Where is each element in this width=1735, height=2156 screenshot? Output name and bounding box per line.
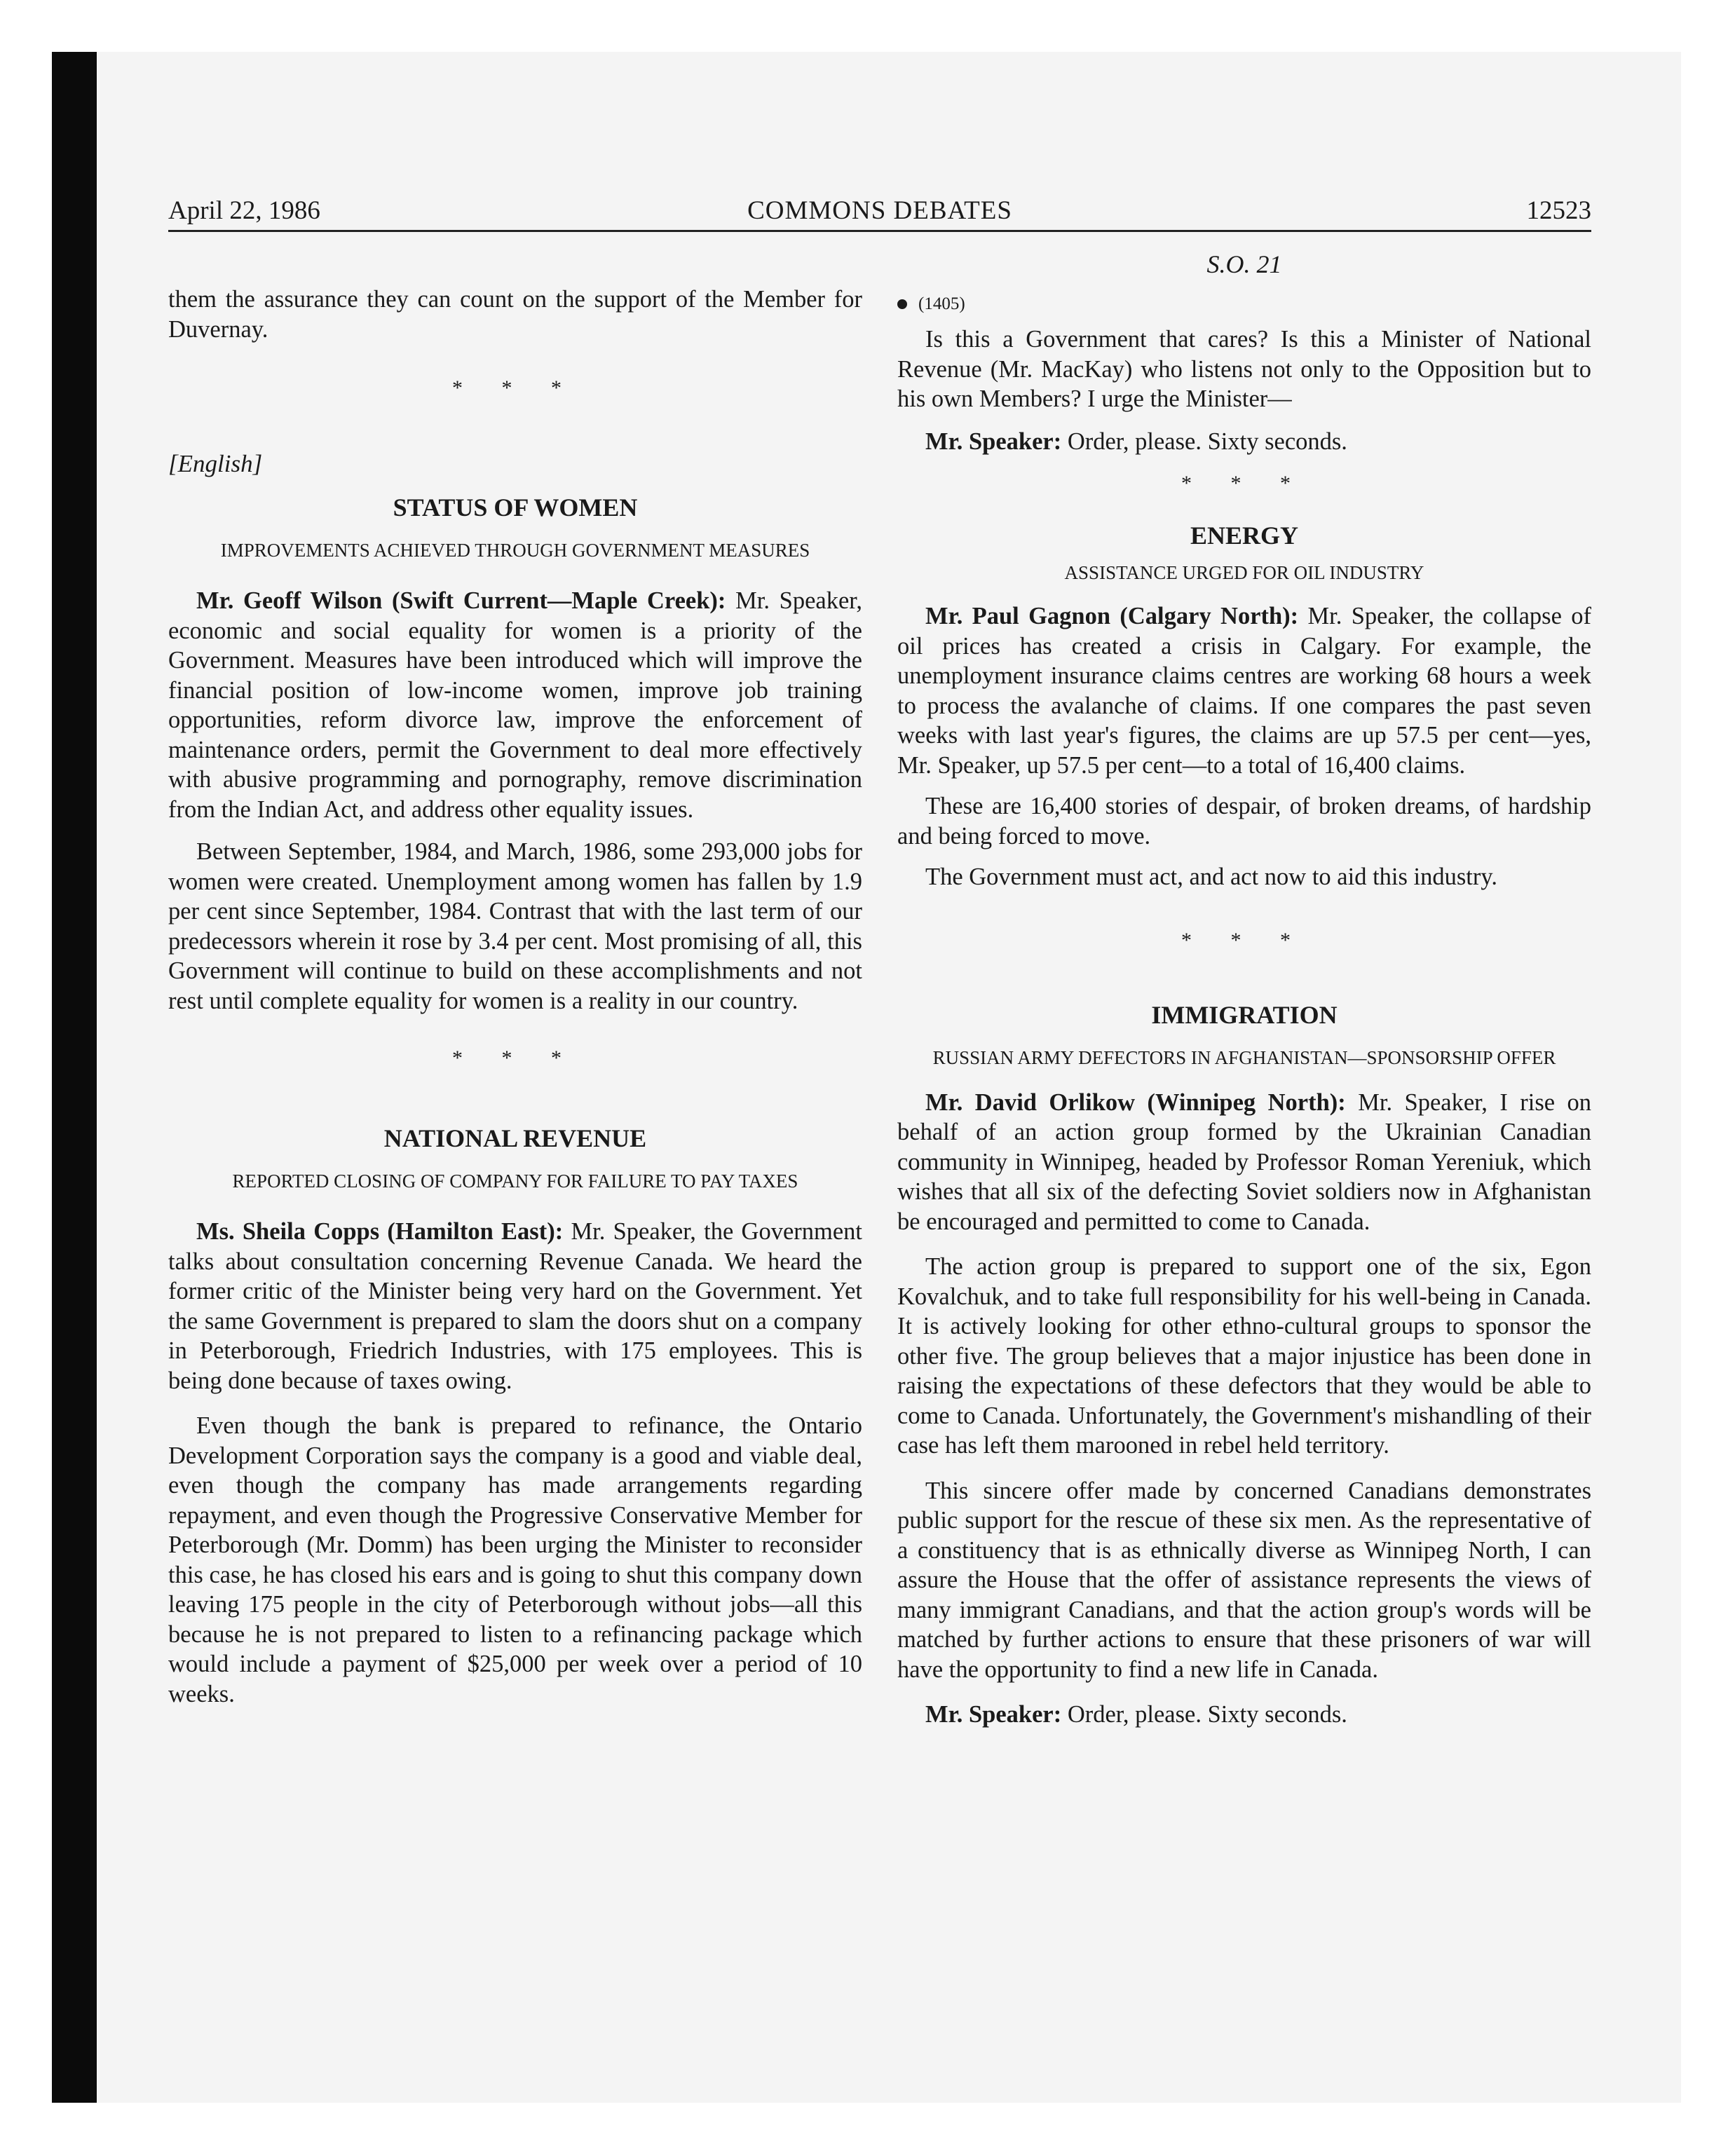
speaker-name: Mr. David Orlikow (Winnipeg North): (925, 1089, 1346, 1116)
statement-paragraph: The Government must act, and act now to aid this industry. (925, 864, 1498, 891)
scan-edge-shadow (52, 52, 97, 2103)
speaker-interjection (897, 427, 1591, 457)
language-note: [English] (168, 450, 263, 477)
speaker-name: Mr. Speaker: (925, 1701, 1062, 1728)
section-subheading: RUSSIAN ARMY DEFECTORS IN AFGHANISTAN—SPONSORSHIP OFFER (932, 1046, 1556, 1068)
section-heading-immigration: IMMIGRATION (1151, 1000, 1338, 1029)
section-heading-national-revenue: NATIONAL REVENUE (383, 1124, 647, 1152)
statement-paragraph: Even though the bank is prepared to refinance, the Ontario Development Corporation says the company is a good and viable deal, even though the company has made arrangements regarding repayment, and even though the Progressive Conservative Member for Peterborough (Mr. Domm) has been urging the Minister to reconsider this case, he has closed his ears and is going to shut this company down leaving 175 people in the city of Peterborough without jobs—all this because he is not prepared to listen to a refinancing package which would include a payment of $25,000 per week over a period of 10 weeks. (168, 1412, 862, 1707)
speaker-interjection (897, 1700, 1591, 1730)
interjection-text: Order, please. Sixty seconds. (1061, 1701, 1347, 1728)
publication-title: COMMONS DEBATES (747, 196, 1012, 225)
statement-paragraph: This sincere offer made by concerned Canadians demonstrates public support for the rescue of these six men. As the representative of a constituency that is as ethnically diverse as Winnipeg North, I can assure the House that the offer of assistance represents the views of many immigrant Canadians, and that the action group's words will be matched by further actions to ensure that these prisoners of war will have the opportunity to find a new life in Canada. (897, 1477, 1591, 1683)
statement-paragraph: The action group is prepared to support one of the six, Egon Kovalchuk, and to take full responsibility for his well-being in Canada. It is actively looking for other ethno-cultural groups to sponsor the other five. The group believes that a major injustice has been done in raising the expectations of these defectors that they would be able to come to Canada. Unfortunately, the Government's mishandling of their case has left them marooned in rebel held territory. (897, 1253, 1591, 1459)
section-separator: * * * (1181, 472, 1307, 496)
standing-order-label: S.O. 21 (1206, 250, 1282, 278)
speaker-name: Mr. Paul Gagnon (Calgary North): (925, 603, 1299, 630)
section-subheading: REPORTED CLOSING OF COMPANY FOR FAILURE TO PAY TAXES (232, 1171, 798, 1192)
speaker-name: Mr. Speaker: (925, 428, 1062, 455)
section-heading-energy: ENERGY (1190, 521, 1299, 550)
section-subheading: ASSISTANCE URGED FOR OIL INDUSTRY (1064, 562, 1424, 584)
statement-text: Mr. Speaker, the collapse of oil prices has created a crisis in Calgary. For example, the unemployment insurance claims centres are working 68 hours a week to process the avalanche of claims. If one compares the past seven weeks with last year's figures, the claims are up 57.5 per cent—yes, Mr. Speaker, up 57.5 per cent—to a total of 16,400 claims. (897, 603, 1591, 779)
section-separator: * * * (452, 376, 578, 400)
continuation-text: them the assurance they can count on the support of the Member for Duvernay. (168, 286, 862, 343)
document-page (168, 191, 1592, 1728)
statement-paragraph (897, 601, 1591, 780)
statement-text: Mr. Speaker, economic and social equality for women is a priority of the Government. Measures have been introduced which will improve the financial position of low-income women, improve job training opportunities, reform divorce law, improve the enforcement of maintenance orders, permit the Government to deal more effectively with abusive programming and pornography, remove discrimination from the Indian Act, and address other equality issues. (168, 587, 862, 823)
left-column (168, 285, 862, 1709)
bullet-icon (897, 299, 907, 309)
right-column (897, 250, 1591, 1730)
statement-text: Mr. Speaker, the Government talks about consultation concerning Revenue Canada. We heard the former critic of the Minister being very hard on the Government. Yet the same Government is prepared to slam the doors shut on a company in Peterborough, Friedrich Industries, with 175 employees. This is being done because of taxes owing. (168, 1218, 862, 1394)
statement-paragraph (897, 1088, 1591, 1237)
section-heading-status-of-women: STATUS OF WOMEN (393, 493, 638, 521)
time-marker (897, 287, 1591, 319)
publication-date: April 22, 1986 (168, 196, 320, 225)
section-subheading: IMPROVEMENTS ACHIEVED THROUGH GOVERNMENT MEASURES (220, 540, 810, 561)
continuation-text: Is this a Government that cares? Is this a Minister of National Revenue (Mr. MacKay) who listens not only to the Opposition but to his own Members? I urge the Minister— (897, 326, 1591, 413)
running-head (168, 191, 1591, 232)
statement-text: Mr. Speaker, I rise on behalf of an action group formed by the Ukrainian Canadian community in Winnipeg, headed by Professor Roman Yereniuk, which wishes that all six of the defecting Soviet soldiers now in Afghanistan be encouraged and permitted to come to Canada. (897, 1089, 1592, 1235)
statement-paragraph: Between September, 1984, and March, 1986, some 293,000 jobs for women were created. Unemployment among women has fallen by 1.9 per cent since September, 1984. Contrast that with the last term of our predecessors wherein it rose by 3.4 per cent. Most promising of all, this Government will continue to build on these accomplishments and not rest until complete equality for women is a reality in our country. (168, 838, 862, 1014)
page-number: 12523 (1526, 196, 1591, 225)
interjection-text: Order, please. Sixty seconds. (1061, 428, 1347, 455)
statement-paragraph: These are 16,400 stories of despair, of broken dreams, of hardship and being forced to move. (897, 793, 1591, 850)
section-separator: * * * (1181, 928, 1307, 952)
speaker-name: Ms. Sheila Copps (Hamilton East): (196, 1218, 564, 1245)
time-code: (1405) (918, 294, 965, 314)
statement-paragraph (168, 1217, 862, 1396)
section-separator: * * * (452, 1046, 578, 1070)
statement-paragraph (168, 586, 862, 824)
speaker-name: Mr. Geoff Wilson (Swift Current—Maple Creek): (196, 587, 726, 614)
